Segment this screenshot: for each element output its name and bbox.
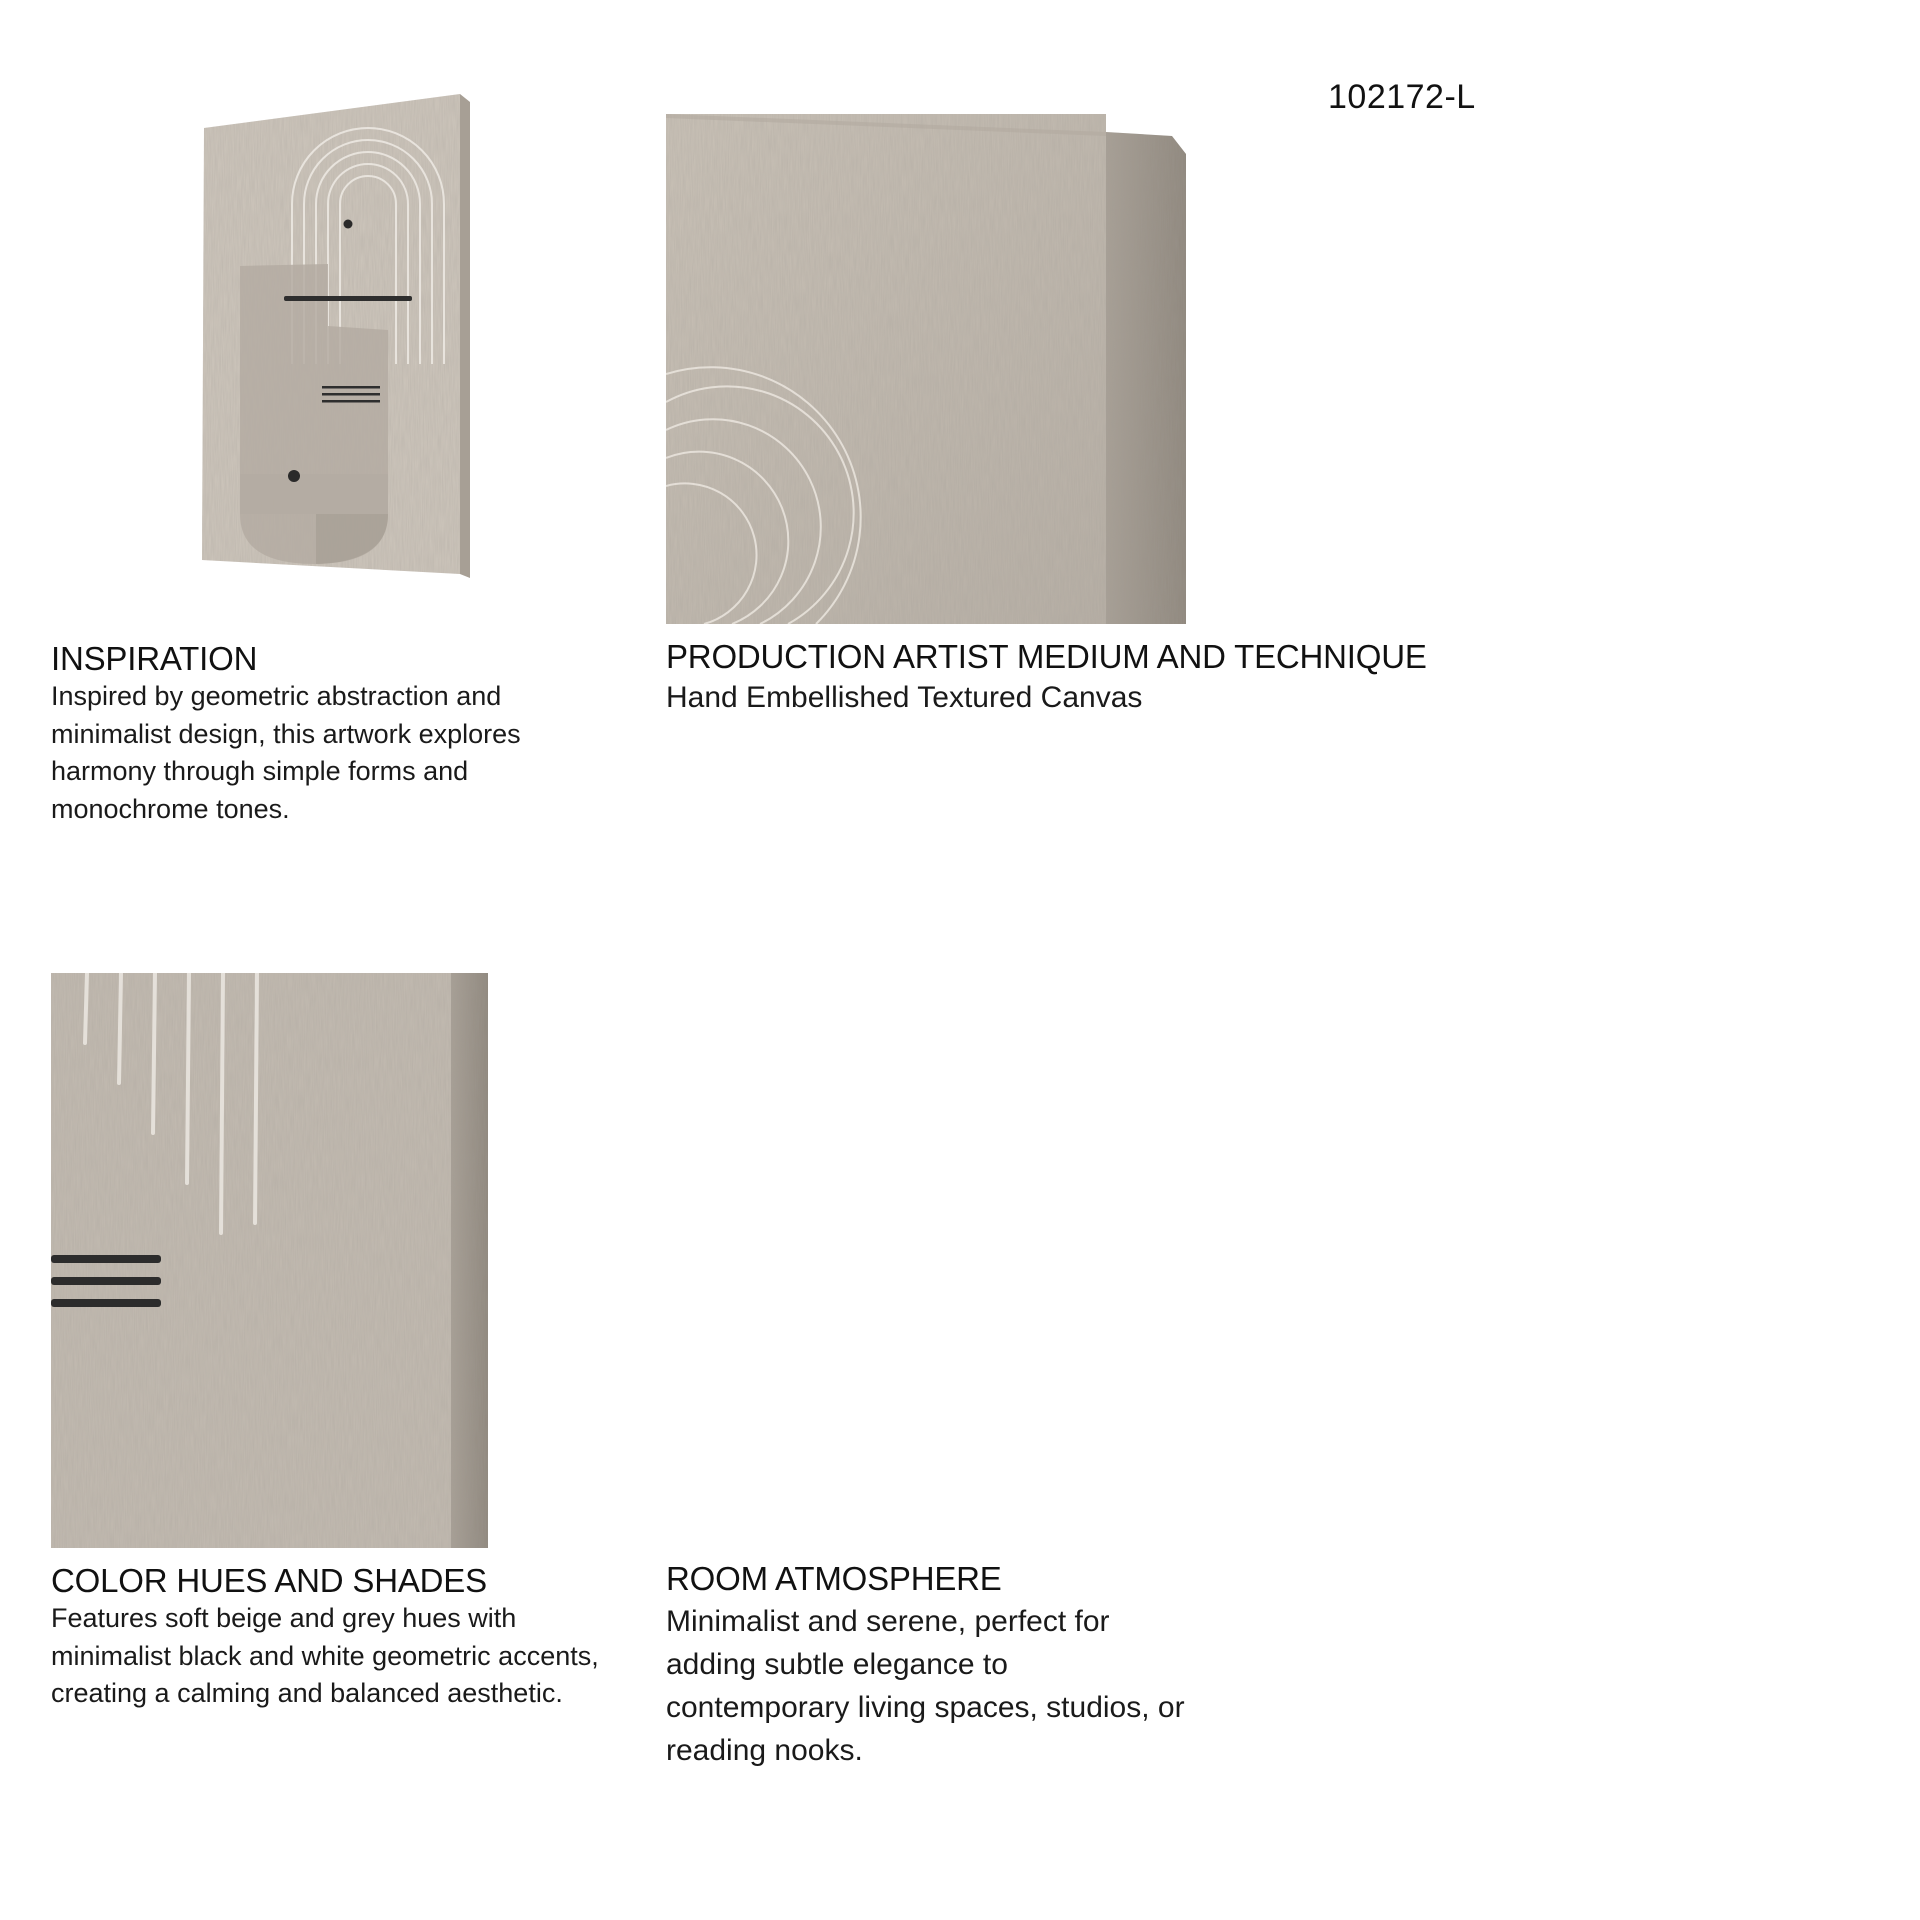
inspiration-line: Inspired by geometric abstraction and bbox=[51, 681, 502, 711]
canvas-edge-detail-image bbox=[666, 114, 1186, 624]
inspiration-title: INSPIRATION bbox=[51, 640, 258, 677]
color-line: Features soft beige and grey hues with bbox=[51, 1603, 517, 1633]
color-title: COLOR HUES AND SHADES bbox=[51, 1562, 487, 1599]
inspiration-body bbox=[51, 678, 521, 828]
room-line: reading nooks. bbox=[666, 1734, 863, 1767]
production-line: Hand Embellished Textured Canvas bbox=[666, 681, 1143, 714]
inspiration-line: monochrome tones. bbox=[51, 793, 290, 824]
canvas-texture-detail-image bbox=[51, 973, 488, 1548]
color-line: creating a calming and balanced aesthetic. bbox=[51, 1678, 563, 1708]
room-line: contemporary living spaces, studios, or bbox=[666, 1691, 1185, 1724]
color-line: minimalist black and white geometric accents, bbox=[51, 1640, 599, 1671]
production-body bbox=[666, 678, 1142, 718]
production-title: PRODUCTION ARTIST MEDIUM AND TECHNIQUE bbox=[666, 638, 1427, 675]
inspiration-line: harmony through simple forms and bbox=[51, 756, 469, 786]
room-body bbox=[666, 1600, 1185, 1772]
inspiration-line: minimalist design, this artwork explores bbox=[51, 718, 521, 749]
canvas-artwork-image bbox=[198, 94, 478, 584]
room-title: ROOM ATMOSPHERE bbox=[666, 1560, 1002, 1597]
color-body bbox=[51, 1600, 599, 1713]
room-line: Minimalist and serene, perfect for bbox=[666, 1605, 1110, 1638]
product-sku: 102172-L bbox=[1328, 78, 1476, 116]
room-line: adding subtle elegance to bbox=[666, 1648, 1008, 1681]
